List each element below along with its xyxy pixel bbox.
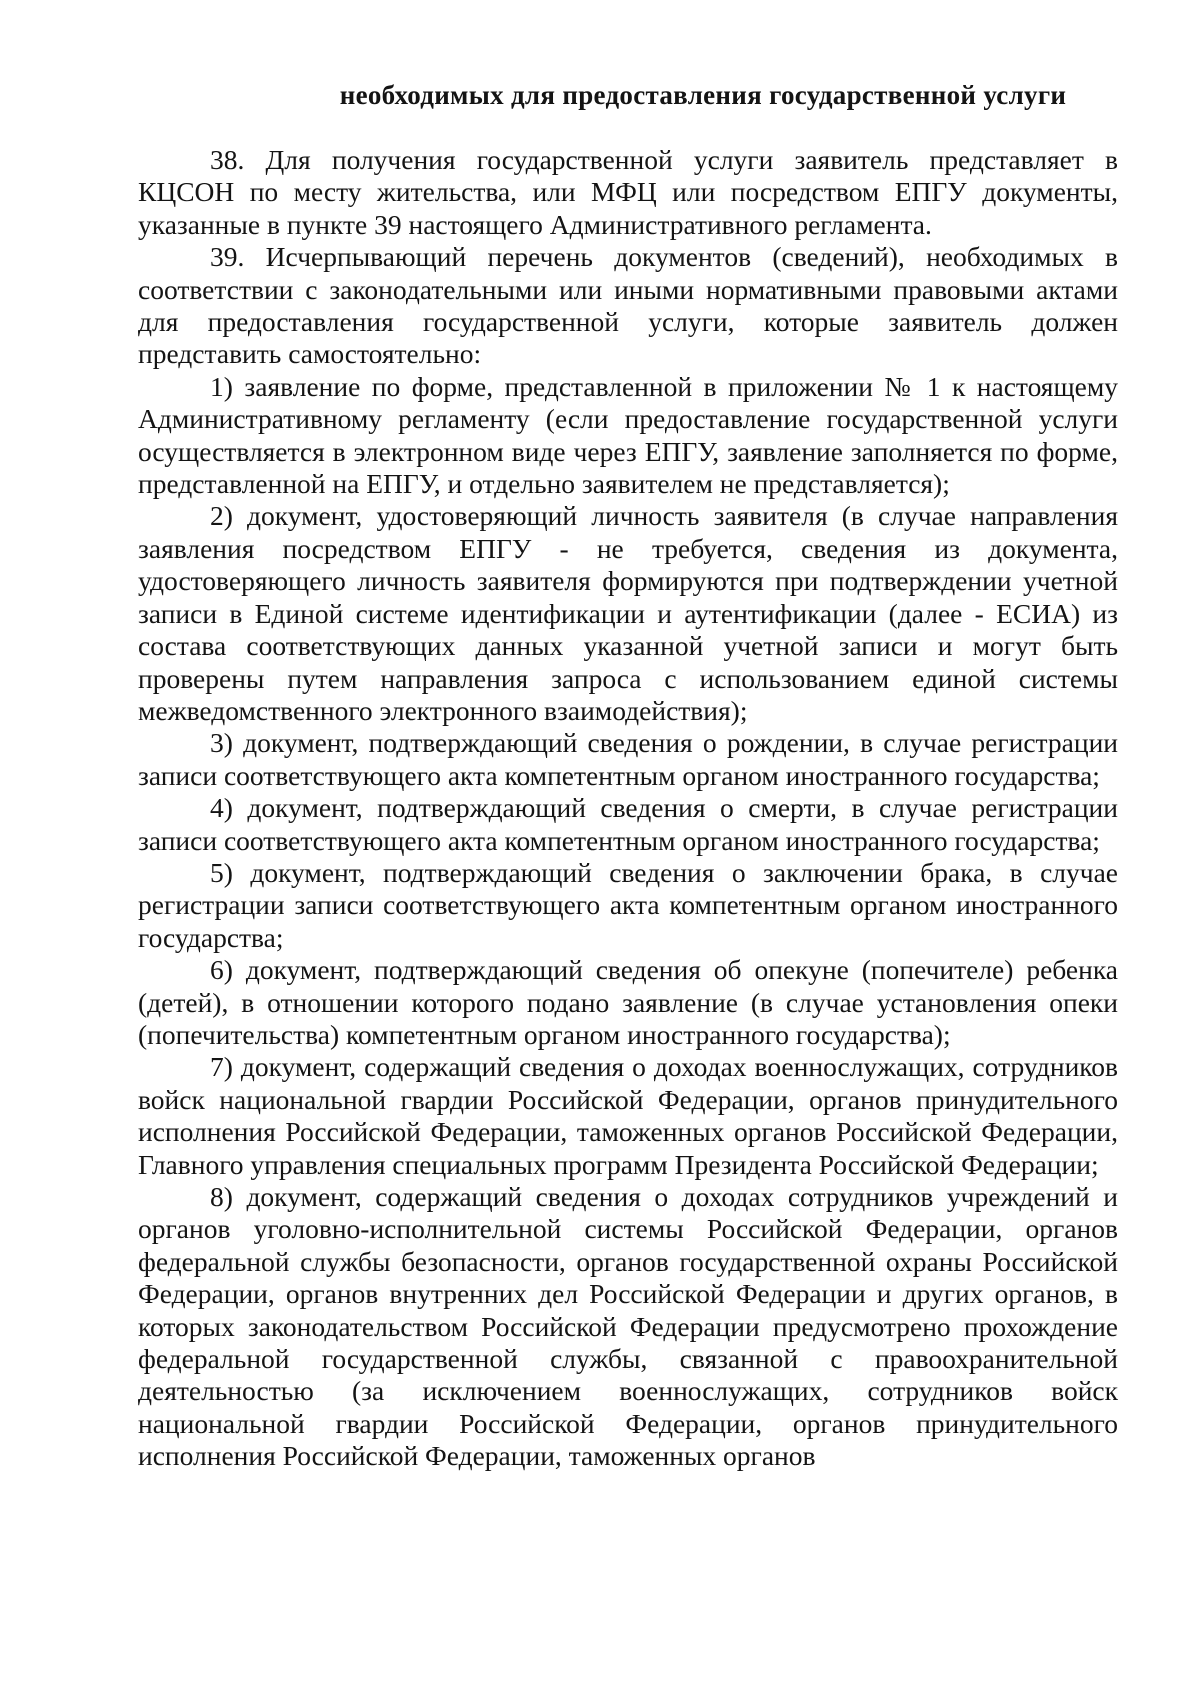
list-item-1: 1) заявление по форме, представленной в приложении № 1 к настоящему Административному регламенту (если предоставление государственной услуги осуществляется в электронном виде через ЕПГУ, заявление заполняется по форме, представленной на ЕПГУ, и отдельно заявителем не представляется); — [138, 370, 1118, 500]
list-item-8: 8) документ, содержащий сведения о доходах сотрудников учреждений и органов уголовно-исполнительной системы Российской Федерации, органов федеральной службы безопасности, органов государственной охраны Российской Федерации, органов внутренних дел Российской Федерации и других органов, в которых законодательством Российской Федерации предусмотрено прохождение федеральной государственной службы, связанной с правоохранительной деятельностью (за исключением военнослужащих, сотрудников войск национальной гвардии Российской Федерации, органов принудительного исполнения Российской Федерации, таможенных органов — [138, 1181, 1118, 1472]
list-item-3: 3) документ, подтверждающий сведения о рождении, в случае регистрации записи соответствующего акта компетентным органом иностранного государства; — [138, 727, 1118, 791]
list-item-6: 6) документ, подтверждающий сведения об опекуне (попечителе) ребенка (детей), в отношении которого подано заявление (в случае установления опеки (попечительства) компетентным органом иностранного государства); — [138, 954, 1118, 1050]
list-item-2: 2) документ, удостоверяющий личность заявителя (в случае направления заявления посредством ЕПГУ - не требуется, сведения из документа, удостоверяющего личность заявителя формируются при подтверждении учетной записи в Единой системе идентификации и аутентификации (далее - ЕСИА) из состава соответствующих данных указанной учетной записи и могут быть проверены путем направления запроса с использованием единой системы межведомственного электронного взаимодействия); — [138, 500, 1118, 726]
list-item-7: 7) документ, содержащий сведения о доходах военнослужащих, сотрудников войск национальной гвардии Российской Федерации, органов принудительного исполнения Российской Федерации, таможенных органов Российской Федерации, Главного управления специальных программ Президента Российской Федерации; — [138, 1051, 1118, 1180]
document-body — [138, 78, 1118, 1473]
paragraph-39: 39. Исчерпывающий перечень документов (сведений), необходимых в соответствии с законодательными или иными нормативными правовыми актами для предоставления государственной услуги, которые заявитель должен представить самостоятельно: — [138, 241, 1118, 370]
section-heading: необходимых для предоставления государственной услуги — [339, 80, 1067, 110]
list-item-4: 4) документ, подтверждающий сведения о смерти, в случае регистрации записи соответствующего акта компетентным органом иностранного государства; — [138, 792, 1118, 856]
list-item-5: 5) документ, подтверждающий сведения о заключении брака, в случае регистрации записи соответствующего акта компетентным органом иностранного государства; — [138, 856, 1118, 953]
paragraph-38: 38. Для получения государственной услуги заявитель представляет в КЦСОН по месту жительства, или МФЦ или посредством ЕПГУ документы, указанные в пункте 39 настоящего Административного регламента. — [138, 144, 1118, 240]
